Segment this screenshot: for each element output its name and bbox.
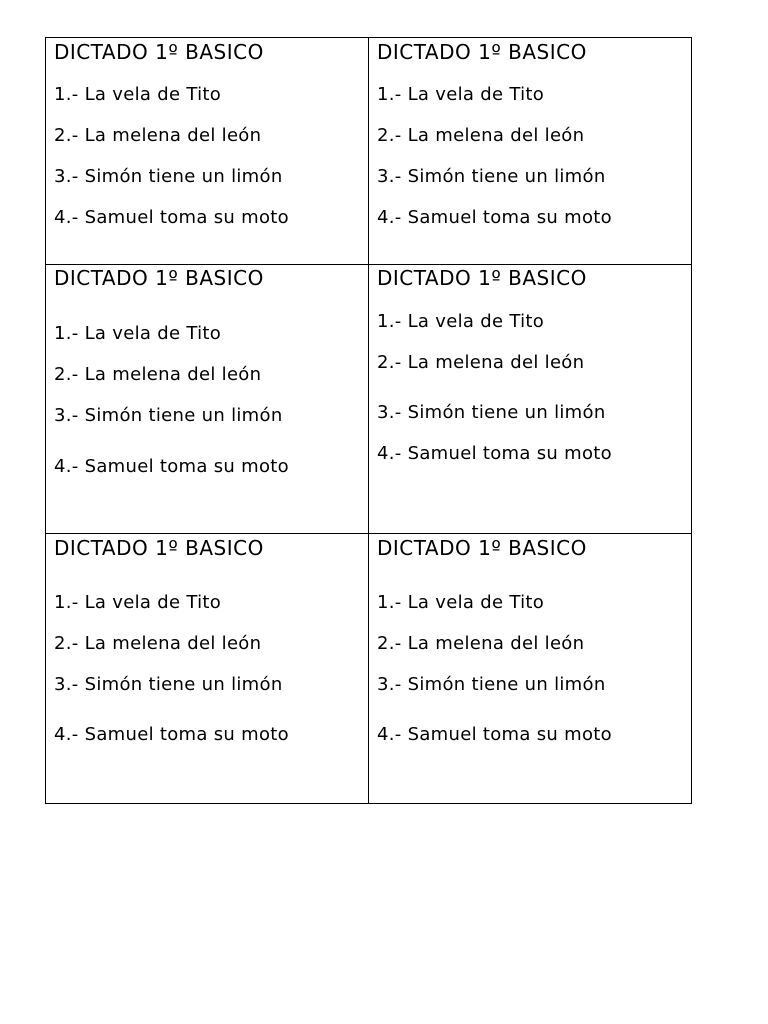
dictation-table (45, 37, 692, 804)
dictation-line-4: 4.- Samuel toma su moto (54, 724, 289, 745)
dictation-line-3: 3.- Simón tiene un limón (377, 166, 606, 187)
dictation-line-4: 4.- Samuel toma su moto (377, 443, 612, 464)
table-row (46, 38, 692, 265)
card-title: DICTADO 1º BASICO (54, 40, 264, 64)
dictation-card (46, 534, 369, 804)
dictation-line-4: 4.- Samuel toma su moto (54, 456, 289, 477)
dictation-line-1: 1.- La vela de Tito (54, 592, 222, 613)
card-title: DICTADO 1º BASICO (377, 266, 587, 290)
dictation-line-1: 1.- La vela de Tito (54, 84, 222, 105)
dictation-line-1: 1.- La vela de Tito (377, 84, 545, 105)
dictation-card (369, 265, 692, 534)
dictation-line-4: 4.- Samuel toma su moto (54, 207, 289, 228)
dictation-line-3: 3.- Simón tiene un limón (54, 405, 283, 426)
card-title: DICTADO 1º BASICO (54, 536, 264, 560)
card-title: DICTADO 1º BASICO (54, 266, 264, 290)
dictation-line-2: 2.- La melena del león (377, 352, 585, 373)
dictation-card (46, 265, 369, 534)
dictation-line-1: 1.- La vela de Tito (377, 592, 545, 613)
dictation-line-3: 3.- Simón tiene un limón (377, 402, 606, 423)
dictation-line-3: 3.- Simón tiene un limón (377, 674, 606, 695)
dictation-line-3: 3.- Simón tiene un limón (54, 166, 283, 187)
table-row (46, 265, 692, 534)
table-row (46, 534, 692, 804)
card-title: DICTADO 1º BASICO (377, 40, 587, 64)
dictation-line-4: 4.- Samuel toma su moto (377, 207, 612, 228)
dictation-card (46, 38, 369, 265)
dictation-line-2: 2.- La melena del león (377, 125, 585, 146)
dictation-line-2: 2.- La melena del león (54, 125, 262, 146)
dictation-line-1: 1.- La vela de Tito (54, 323, 222, 344)
dictation-line-2: 2.- La melena del león (54, 633, 262, 654)
dictation-line-2: 2.- La melena del león (54, 364, 262, 385)
dictation-line-4: 4.- Samuel toma su moto (377, 724, 612, 745)
dictation-line-2: 2.- La melena del león (377, 633, 585, 654)
card-title: DICTADO 1º BASICO (377, 536, 587, 560)
dictation-card (369, 38, 692, 265)
dictation-line-3: 3.- Simón tiene un limón (54, 674, 283, 695)
dictation-card (369, 534, 692, 804)
dictation-line-1: 1.- La vela de Tito (377, 311, 545, 332)
